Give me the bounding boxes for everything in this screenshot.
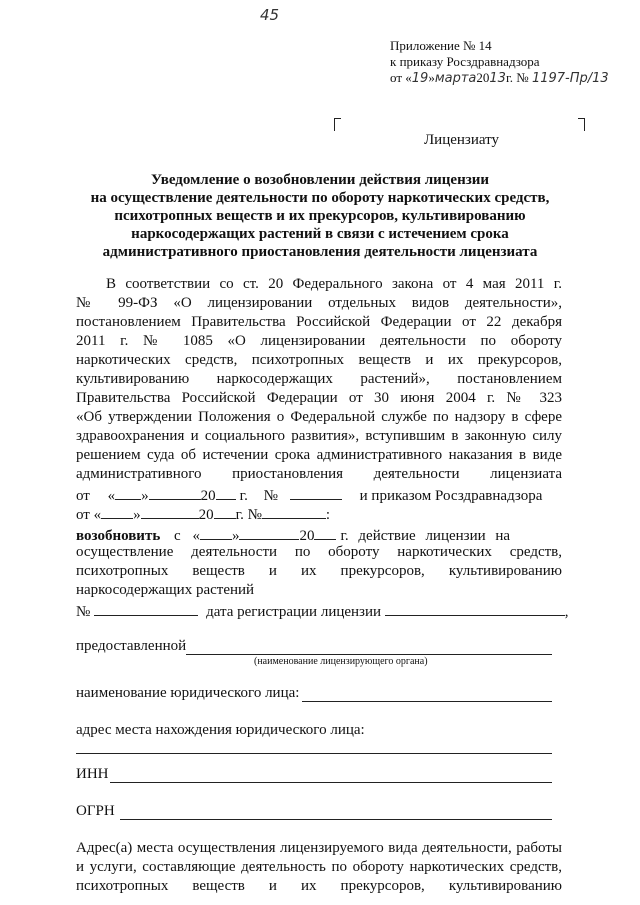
ogrn-label: ОГРН xyxy=(76,803,115,819)
body-line: решением суда об истечении срока административного наказания в виде xyxy=(76,447,562,463)
quote-open: « xyxy=(107,488,116,504)
header-date-year: 13 xyxy=(489,71,506,86)
resume-line-2: осуществление деятельности по обороту наркотических средств, xyxy=(76,544,562,560)
and-order-text: и приказом Росздравнадзора xyxy=(359,488,543,504)
resume-line-3: психотропных веществ и их прекурсоров, культивированию xyxy=(76,563,562,579)
year-unit: г. xyxy=(239,488,248,504)
inn-label: ИНН xyxy=(76,766,109,782)
body-line: культивированию наркосодержащих растений», постановлением xyxy=(76,371,562,387)
year-prefix: 20 xyxy=(198,507,214,523)
resume-word: возобновить xyxy=(76,528,161,544)
header-date-line xyxy=(390,70,609,86)
title-line: Уведомление о возобновлении действия лицензии xyxy=(150,172,490,188)
from-word: с xyxy=(174,528,181,544)
header-date-prefix: от « xyxy=(390,70,412,85)
legal-address-label: адрес места нахождения юридического лица: xyxy=(76,722,365,738)
body-line: № 99-ФЗ «О лицензировании отдельных видов деятельности», xyxy=(76,295,562,311)
quote-close: » xyxy=(133,507,141,523)
year-prefix: 20 xyxy=(200,488,216,504)
title-line: административного приостановления деятельности лицензиата xyxy=(102,244,538,260)
title-line: на осуществление деятельности по обороту наркотических средств, xyxy=(90,190,550,206)
right-corner-bracket xyxy=(578,118,585,131)
title-line: наркосодержащих растений в связи с истечением срока xyxy=(131,226,509,242)
provided-label: предоставленной xyxy=(76,638,187,654)
title-line: психотропных веществ и их прекурсоров, культивированию xyxy=(114,208,526,224)
ot-label: от xyxy=(76,488,90,504)
license-number-sign: № xyxy=(76,604,91,620)
header-appendix-line: Приложение № 14 xyxy=(390,38,492,53)
resume-tail: г. действие лицензии на xyxy=(340,528,511,544)
year-number-label: г. № xyxy=(235,507,262,523)
header-order-line: к приказу Росздравнадзора xyxy=(390,54,540,69)
ogrn-blank[interactable] xyxy=(120,819,552,820)
colon: : xyxy=(325,507,331,523)
body-line: Правительства Российской Федерации от 30 июня 2004 г. № 323 xyxy=(76,390,562,406)
day-blank[interactable] xyxy=(200,525,232,540)
comma: , xyxy=(564,604,569,620)
header-date-month: марта xyxy=(434,71,477,86)
license-line xyxy=(76,601,569,621)
year-prefix: 20 xyxy=(299,528,315,544)
month-blank[interactable] xyxy=(141,504,199,519)
registration-date-blank[interactable] xyxy=(385,601,565,616)
body-line: В соответствии со ст. 20 Федерального закона от 4 мая 2011 г. xyxy=(106,276,562,292)
ot-label: от « xyxy=(76,507,102,523)
legal-name-blank[interactable] xyxy=(302,701,552,702)
body-line: «Об утверждении Положения о Федеральной службе по надзору в сфере xyxy=(76,409,562,425)
order-date-line-1 xyxy=(76,485,542,505)
body-line: административного приостановления деятельности лицензиата xyxy=(76,466,562,482)
legal-address-blank[interactable] xyxy=(76,753,552,754)
day-blank[interactable] xyxy=(115,485,141,500)
resume-line xyxy=(76,525,510,545)
license-number-blank[interactable] xyxy=(94,601,198,616)
header-date-quote: » xyxy=(428,70,435,85)
body-line: здравоохранения и социального развития», вступившим в законную силу xyxy=(76,428,562,444)
year-blank[interactable] xyxy=(214,504,236,519)
number-sign: № xyxy=(263,488,278,504)
activity-address-line: и услуги, составляющие деятельность по обороту наркотических средств, xyxy=(76,859,562,875)
resume-line-4: наркосодержащих растений xyxy=(76,582,255,598)
legal-name-label: наименование юридического лица: xyxy=(76,685,300,701)
day-blank[interactable] xyxy=(101,504,133,519)
number-blank[interactable] xyxy=(290,485,342,500)
body-line: 2011 г. № 1085 «О лицензировании деятельности по обороту xyxy=(76,333,562,349)
month-blank[interactable] xyxy=(239,525,299,540)
order-date-line-2 xyxy=(76,504,330,524)
header-date-suffix: г. № xyxy=(505,70,529,85)
year-blank[interactable] xyxy=(314,525,336,540)
activity-address-line: Адрес(а) места осуществления лицензируемого вида деятельности, работы xyxy=(76,840,562,856)
provided-caption: (наименование лицензирующего органа) xyxy=(254,656,428,667)
registration-date-label: дата регистрации лицензии xyxy=(206,604,382,620)
header-date-year-prefix: 20 xyxy=(476,70,490,85)
quote-close: » xyxy=(231,528,240,544)
header-date-day: 19 xyxy=(411,71,429,86)
addressee: Лицензиату xyxy=(424,132,499,148)
left-corner-bracket xyxy=(334,118,341,131)
body-line: наркотических средств, психотропных веществ и их прекурсоров, xyxy=(76,352,562,368)
number-blank[interactable] xyxy=(262,504,326,519)
provided-blank[interactable] xyxy=(186,654,552,655)
handwritten-page-number: 45 xyxy=(260,6,280,24)
month-blank[interactable] xyxy=(149,485,201,500)
inn-blank[interactable] xyxy=(110,782,552,783)
quote-open: « xyxy=(192,528,200,544)
year-blank[interactable] xyxy=(216,485,236,500)
quote-close: » xyxy=(141,488,149,504)
header-order-number: 1197-Пр/13 xyxy=(531,71,609,86)
activity-address-line: психотропных веществ и их прекурсоров, культивированию xyxy=(76,878,562,894)
body-line: постановлением Правительства Российской Федерации от 22 декабря xyxy=(76,314,562,330)
